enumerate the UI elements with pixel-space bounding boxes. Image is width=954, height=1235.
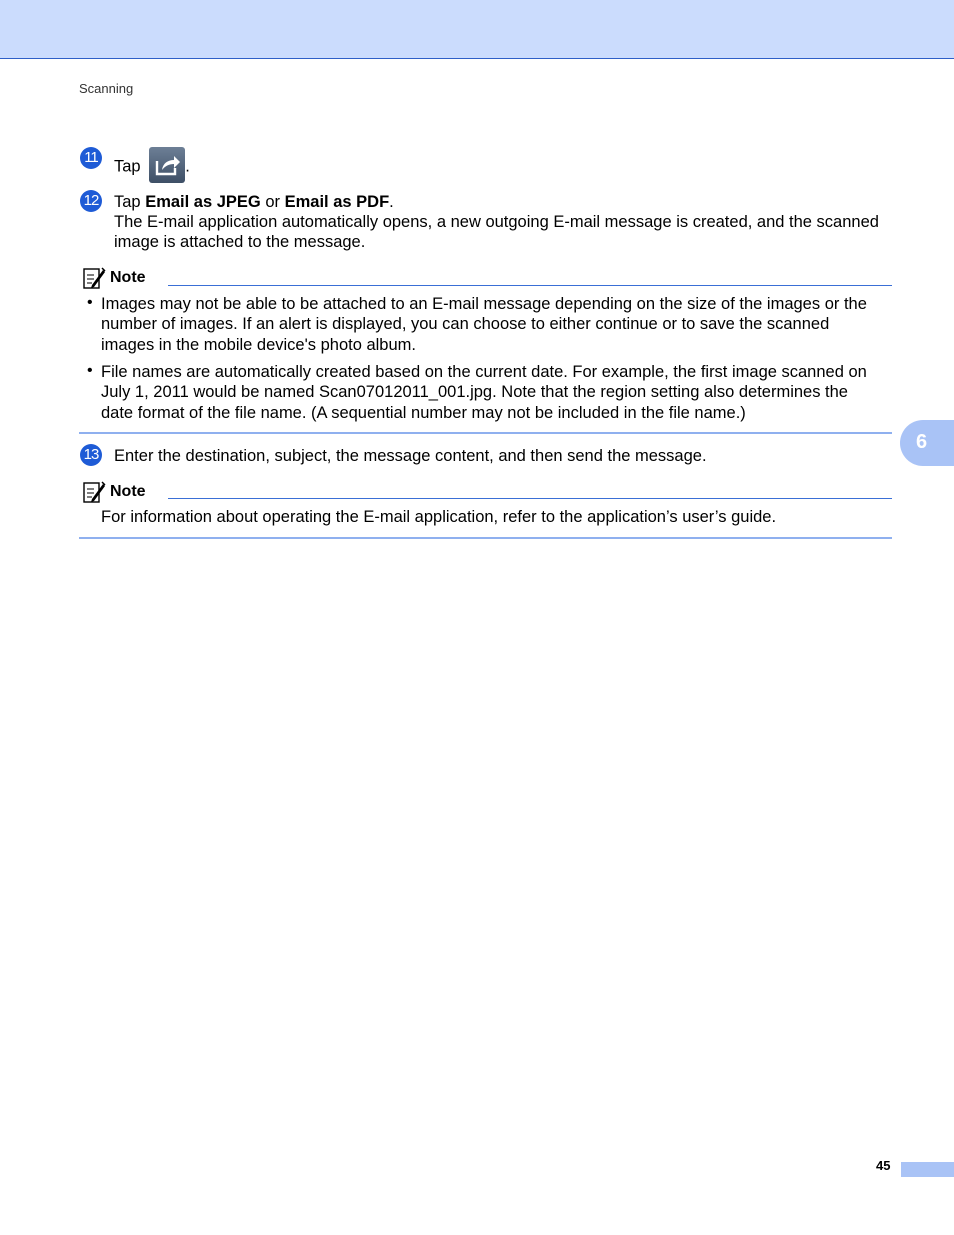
- note-line: Images may not be able to be attached to an E-mail message depending on the size of the images or the: [101, 295, 867, 313]
- step-12-prefix: Tap: [114, 193, 146, 211]
- note-bullet-item: [101, 294, 893, 355]
- page-number: 45: [876, 1158, 891, 1173]
- email-as-pdf-label: Email as PDF: [284, 193, 390, 211]
- pencil-notepad-icon: [82, 266, 106, 290]
- note-end-rule: [79, 432, 892, 434]
- step-12-detail-line: The E-mail application automatically opens, a new outgoing E-mail message is created, and the scanned: [114, 213, 879, 231]
- note-end-rule: [79, 537, 892, 539]
- step-12-connector: or: [260, 193, 285, 211]
- note-text: For information about operating the E-mail application, refer to the application’s user’s guide.: [101, 508, 777, 526]
- note-heading: [82, 266, 146, 290]
- note-line: number of images. If an alert is displayed, you can choose to either continue or to save the scanned: [101, 315, 830, 334]
- step-12-instruction: [114, 192, 904, 212]
- share-icon: [149, 147, 185, 183]
- step-11-text: [114, 149, 190, 185]
- step-12-detail-line: image is attached to the message.: [114, 233, 366, 251]
- step-number-badge: 13: [80, 444, 102, 466]
- step-12-suffix: .: [389, 193, 394, 211]
- note-title: Note: [110, 269, 146, 286]
- chapter-tab: 6: [900, 420, 954, 466]
- step-number-badge: 12: [80, 190, 102, 212]
- pencil-notepad-icon: [82, 480, 106, 504]
- bullet-marker: •: [87, 294, 93, 311]
- note-line: File names are automatically created based on the current date. For example, the first image scanned on: [101, 363, 867, 381]
- bullet-marker: •: [87, 362, 93, 379]
- note-heading: [82, 480, 146, 504]
- step-number-badge: 11: [80, 147, 102, 169]
- step-11-suffix: .: [185, 157, 190, 176]
- step-13-text: Enter the destination, subject, the message content, and then send the message.: [114, 447, 707, 465]
- step-12-text: [114, 192, 904, 252]
- step-11-prefix: Tap: [114, 157, 141, 176]
- note-line: date format of the file name. (A sequential number may not be included in the file name.): [101, 403, 746, 422]
- running-header: Scanning: [79, 81, 134, 96]
- note-bullet-item: [101, 362, 893, 423]
- top-band: [0, 0, 954, 59]
- note-line: July 1, 2011 would be named Scan07012011_001.jpg. Note that the region setting also determines the: [101, 383, 848, 402]
- page-number-bar: [901, 1162, 954, 1177]
- note-line: images in the mobile device's photo album.: [101, 335, 416, 354]
- note-rule: [168, 285, 892, 286]
- email-as-jpeg-label: Email as JPEG: [145, 193, 261, 211]
- note-rule: [168, 498, 892, 499]
- note-title: Note: [110, 483, 146, 500]
